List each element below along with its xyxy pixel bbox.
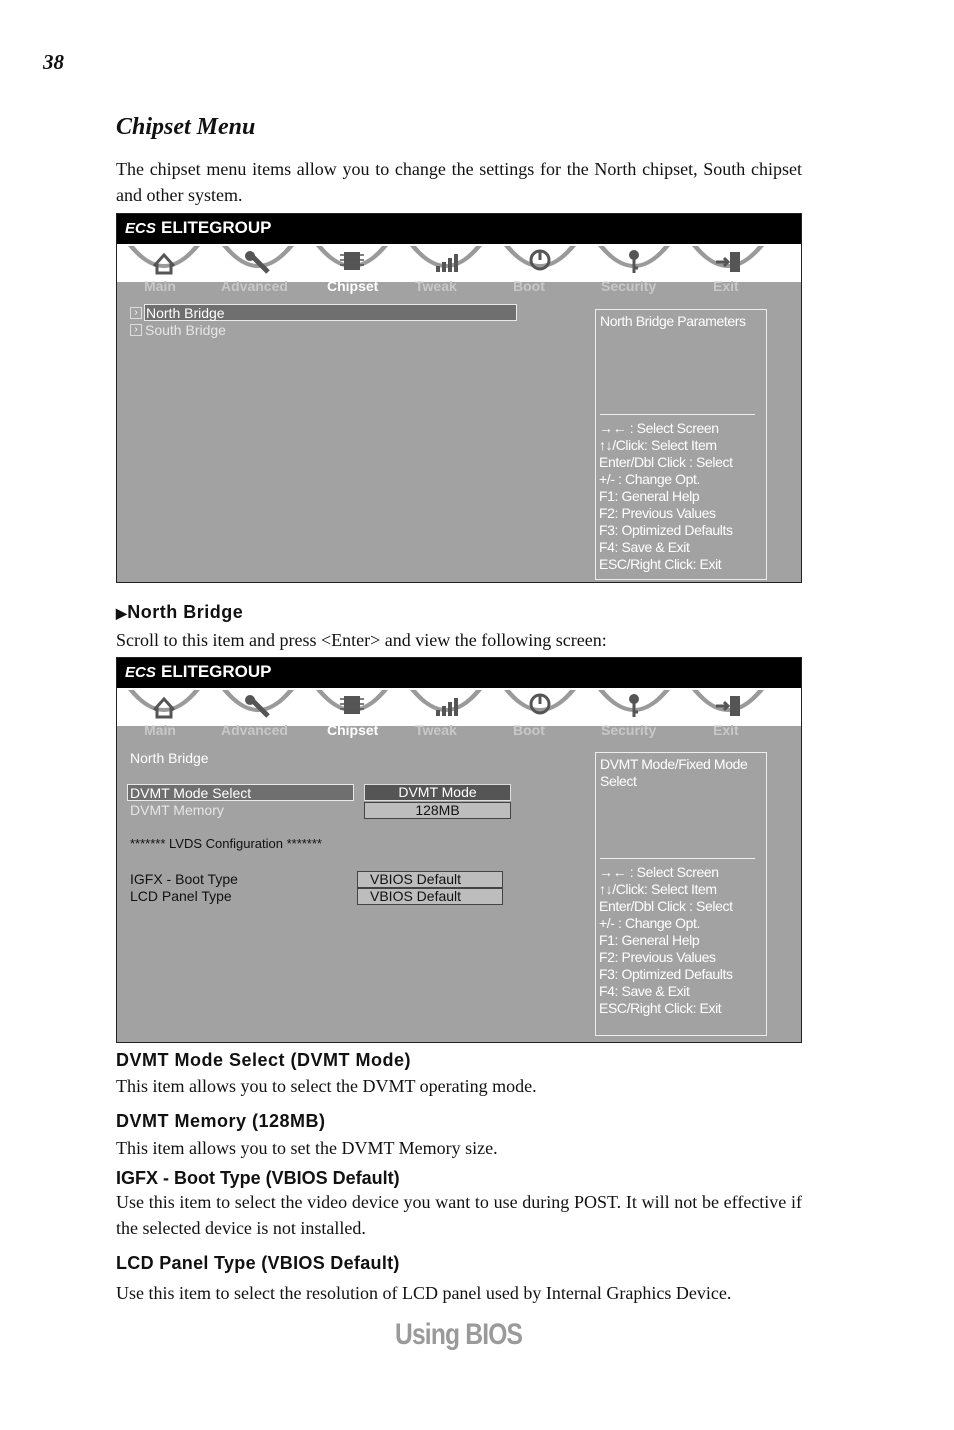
desc-text-dvmt-mode: This item allows you to select the DVMT operating mode.: [116, 1076, 537, 1096]
section-title: Chipset Menu: [116, 114, 256, 140]
help-description: DVMT Mode/Fixed Mode Select: [600, 756, 748, 789]
desc-heading-igfx: IGFX - Boot Type (VBIOS Default): [116, 1168, 400, 1188]
power-icon: [502, 246, 578, 280]
bios-title-bar: [117, 658, 801, 688]
tab-chipset-icon[interactable]: [310, 690, 394, 724]
desc-text-dvmt-memory: This item allows you to set the DVMT Memory size.: [116, 1138, 498, 1158]
key-f3: F3: Optimized Defaults: [599, 522, 733, 538]
chart-icon: [408, 246, 484, 280]
bios-tab-strip: [117, 688, 801, 726]
desc-text-igfx: Use this item to select the video device you want to use during POST. It will not be effective if the selected device is not installed.: [116, 1192, 802, 1238]
chip-icon: [314, 246, 390, 280]
key-enter: Enter/Dbl Click : Select: [599, 898, 733, 914]
tab-advanced[interactable]: Advanced: [221, 722, 288, 738]
key-f1: F1: General Help: [599, 932, 700, 948]
igfx-boot-type-value[interactable]: VBIOS Default: [357, 871, 503, 888]
bios-screen-chipset: [116, 213, 802, 583]
tab-exit-icon[interactable]: [686, 246, 770, 280]
tab-tweak-icon[interactable]: [404, 690, 488, 724]
tab-exit[interactable]: Exit: [713, 722, 739, 738]
tab-advanced[interactable]: Advanced: [221, 278, 288, 294]
key-icon: [596, 246, 672, 280]
brand-name: ELITEGROUP: [161, 218, 272, 237]
help-divider: [600, 858, 755, 859]
menu-item-north-bridge[interactable]: North Bridge: [146, 305, 225, 321]
tab-tweak-icon[interactable]: [404, 246, 488, 280]
desc-heading-dvmt-memory: DVMT Memory (128MB): [116, 1111, 326, 1131]
key-select-item: ↑↓/Click: Select Item: [599, 881, 717, 897]
lvds-config-header: ******* LVDS Configuration *******: [130, 836, 322, 851]
menu-item-south-bridge[interactable]: South Bridge: [145, 322, 226, 338]
tab-chipset-icon[interactable]: [310, 246, 394, 280]
key-select-screen: →← : Select Screen: [599, 864, 719, 880]
triangle-icon: ▶: [116, 605, 128, 621]
dvmt-mode-value[interactable]: DVMT Mode: [364, 784, 511, 801]
lcd-panel-type-value[interactable]: VBIOS Default: [357, 888, 503, 905]
help-divider: [600, 414, 755, 415]
wrench-icon: [220, 246, 296, 280]
brand-name: ELITEGROUP: [161, 662, 272, 681]
dvmt-memory-label[interactable]: DVMT Memory: [130, 802, 224, 818]
wrench-icon: [220, 690, 296, 724]
tab-main-icon[interactable]: [122, 690, 206, 724]
key-change: +/- : Change Opt.: [599, 915, 700, 931]
submenu-arrow-icon: ›: [130, 307, 142, 319]
tab-exit[interactable]: Exit: [713, 278, 739, 294]
tab-security-icon[interactable]: [592, 690, 676, 724]
key-select-item: ↑↓/Click: Select Item: [599, 437, 717, 453]
tab-security-icon[interactable]: [592, 246, 676, 280]
key-enter: Enter/Dbl Click : Select: [599, 454, 733, 470]
igfx-boot-type-label[interactable]: IGFX - Boot Type: [130, 871, 238, 887]
submenu-arrow-icon: ›: [130, 324, 142, 336]
intro-paragraph: The chipset menu items allow you to change the settings for the North chipset, South chipset and other system.: [116, 159, 802, 205]
tab-tweak[interactable]: Tweak: [415, 278, 457, 294]
page-number: 38: [43, 50, 64, 74]
chart-icon: [408, 690, 484, 724]
key-f2: F2: Previous Values: [599, 949, 716, 965]
key-f1: F1: General Help: [599, 488, 700, 504]
desc-text-lcd: Use this item to select the resolution of LCD panel used by Internal Graphics Device.: [116, 1283, 732, 1303]
footer-title: Using BIOS: [395, 1318, 523, 1351]
key-f3: F3: Optimized Defaults: [599, 966, 733, 982]
tab-boot[interactable]: Boot: [513, 278, 545, 294]
dvmt-memory-value[interactable]: 128MB: [364, 802, 511, 819]
tab-security[interactable]: Security: [601, 722, 657, 738]
tab-main[interactable]: Main: [144, 722, 176, 738]
bios-tab-strip: [117, 244, 801, 282]
key-legend: [599, 420, 733, 573]
key-f2: F2: Previous Values: [599, 505, 716, 521]
dvmt-mode-select-label[interactable]: DVMT Mode Select: [130, 785, 252, 801]
tab-advanced-icon[interactable]: [216, 690, 300, 724]
north-bridge-heading: ▶North Bridge: [116, 602, 244, 622]
ecs-logo: ECS: [125, 220, 156, 237]
bios-screen-north-bridge: [116, 657, 802, 1043]
tab-chipset[interactable]: Chipset: [327, 722, 379, 738]
tab-boot-icon[interactable]: [498, 246, 582, 280]
tab-security[interactable]: Security: [601, 278, 657, 294]
tab-boot-icon[interactable]: [498, 690, 582, 724]
desc-heading-dvmt-mode: DVMT Mode Select (DVMT Mode): [116, 1050, 412, 1070]
power-icon: [502, 690, 578, 724]
key-change: +/- : Change Opt.: [599, 471, 700, 487]
screen-title: North Bridge: [130, 750, 209, 766]
key-f4: F4: Save & Exit: [599, 983, 690, 999]
key-legend: [599, 864, 733, 1017]
bios-title-bar: [117, 214, 801, 244]
north-bridge-text: Scroll to this item and press <Enter> and view the following screen:: [116, 630, 607, 650]
key-f4: F4: Save & Exit: [599, 539, 690, 555]
exit-icon: [690, 690, 766, 724]
key-select-screen: →← : Select Screen: [599, 420, 719, 436]
tab-exit-icon[interactable]: [686, 690, 770, 724]
tab-chipset[interactable]: Chipset: [327, 278, 379, 294]
help-panel: [595, 309, 767, 580]
key-esc: ESC/Right Click: Exit: [599, 1000, 722, 1016]
exit-icon: [690, 246, 766, 280]
ecs-logo: ECS: [125, 664, 156, 681]
desc-heading-lcd: LCD Panel Type (VBIOS Default): [116, 1253, 400, 1273]
home-icon: [126, 246, 202, 280]
tab-main-icon[interactable]: [122, 246, 206, 280]
chip-icon: [314, 690, 390, 724]
home-icon: [126, 690, 202, 724]
tab-boot[interactable]: Boot: [513, 722, 545, 738]
key-icon: [596, 690, 672, 724]
tab-tweak[interactable]: Tweak: [415, 722, 457, 738]
key-esc: ESC/Right Click: Exit: [599, 556, 722, 572]
help-panel: [595, 752, 767, 1036]
tab-main[interactable]: Main: [144, 278, 176, 294]
tab-advanced-icon[interactable]: [216, 246, 300, 280]
help-description: North Bridge Parameters: [600, 313, 746, 329]
lcd-panel-type-label[interactable]: LCD Panel Type: [130, 888, 232, 904]
